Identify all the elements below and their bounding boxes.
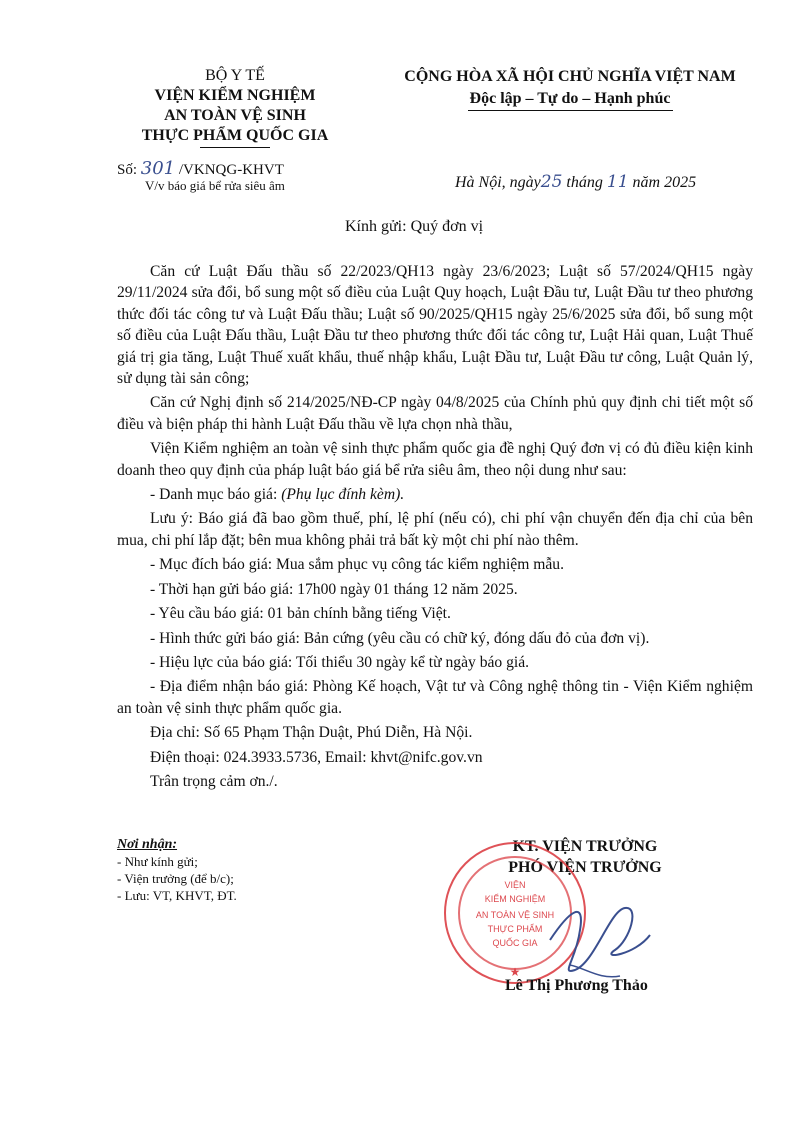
recipients-label: Nơi nhận: [117,837,178,852]
paragraph-purpose: - Mục đích báo giá: Mua sắm phục vụ công tác kiểm nghiệm mẫu. [150,556,564,574]
month-handwritten: 11 [606,172,629,192]
paragraph-requirement: - Yêu cầu báo giá: 01 bản chính bằng tiếng Việt. [150,605,451,623]
national-header [365,66,775,111]
handwritten-signature [540,880,660,990]
issuer-underline [200,147,270,148]
year-label: năm 2025 [632,174,697,191]
recipients-block [117,836,237,904]
nation-name: CỘNG HÒA XÃ HỘI CHỦ NGHĨA VIỆT NAM [404,68,736,85]
place-and-date [455,172,696,192]
national-motto: Độc lập – Tự do – Hạnh phúc [469,90,671,107]
recipient-item: - Như kính gửi; [117,854,198,869]
place-prefix: Hà Nội, ngày [455,174,541,191]
letter-body [117,261,753,795]
salutation: Kính gửi: Quý đơn vị [345,218,484,235]
paragraph-request: Viện Kiểm nghiệm an toàn vệ sinh thực phẩm quốc gia đề nghị Quý đơn vị có đủ điều kiện kinh doanh theo quy định của pháp luật báo giá bể rửa siêu âm, theo nội dung như sau: [117,440,753,479]
motto-underline [468,110,673,111]
paragraph-quote-list [117,484,753,505]
document-number [117,158,284,179]
paragraph-closing: Trân trọng cảm ơn./. [150,772,278,790]
number-handwritten: 301 [140,158,176,179]
institute-name-line2: AN TOÀN VỆ SINH [164,107,306,124]
signature-title-1: KT. VIỆN TRƯỞNG [512,838,658,855]
stamp-line-2: KIỂM NGHIỆM [484,894,546,904]
paragraph-validity: - Hiệu lực của báo giá: Tối thiểu 30 ngày kể từ ngày báo giá. [150,653,530,671]
quote-list-prefix: - Danh mục báo giá: [150,486,282,504]
paragraph-address: Địa chỉ: Số 65 Phạm Thận Duật, Phú Diễn, Hà Nội. [150,724,473,742]
document-subject: V/v báo giá bể rửa siêu âm [145,178,285,193]
quote-list-appendix: (Phụ lục đính kèm). [281,486,405,504]
number-suffix: /VKNQG-KHVT [178,162,284,178]
stamp-line-3: AN TOÀN VỆ SINH [475,910,555,920]
day-handwritten: 25 [540,172,563,192]
paragraph-legal-basis-1: Căn cứ Luật Đấu thầu số 22/2023/QH13 ngày 23/6/2023; Luật số 57/2024/QH15 ngày 29/11/2024 sửa đổi, bổ sung một số điều của Luật Quy hoạch, Luật Đầu tư, Luật Đầu tư theo phương thức đối tác công tư và Luật Đấu thầu; Luật số 90/2025/QH15 ngày 25/6/2025 sửa đổi, bổ sung một số điều của Luật Đấu thầu, Luật Đầu tư theo phương thức đối tác công tư, Luật Hải quan, Luật Thuế giá trị gia tăng, Luật Thuế xuất khẩu, thuế nhập khẩu, Luật Đầu tư, Luật Đầu tư công, Luật Quản lý, sử dụng tài sản công; [117,263,753,388]
stamp-line-1: VIỆN [504,880,526,890]
paragraph-legal-basis-2: Căn cứ Nghị định số 214/2025/NĐ-CP ngày 04/8/2025 của Chính phủ quy định chi tiết một số điều và biện pháp thi hành Luật Đấu thầu về lựa chọn nhà thầu, [117,394,753,433]
ministry-name: BỘ Y TẾ [205,67,265,84]
institute-name-line3: THỰC PHẨM QUỐC GIA [141,127,329,144]
paragraph-receiving-place: - Địa điểm nhận báo giá: Phòng Kế hoạch, Vật tư và Công nghệ thông tin - Viện Kiểm nghiệm an toàn vệ sinh thực phẩm quốc gia. [117,678,753,717]
month-label: tháng [566,174,603,191]
signer-name: Lê Thị Phương Thảo [505,977,648,994]
stamp-star-icon: ★ [509,965,521,979]
signature-title-2: PHÓ VIỆN TRƯỞNG [508,859,662,876]
issuer-header [100,66,370,148]
stamp-line-4: THỰC PHẨM [487,924,543,934]
paragraph-deadline: - Thời hạn gửi báo giá: 17h00 ngày 01 tháng 12 năm 2025. [150,580,518,598]
number-prefix: Số: [117,162,138,178]
recipient-item: - Viện trưởng (để b/c); [117,871,234,886]
paragraph-contact: Điện thoại: 024.3933.5736, Email: khvt@nifc.gov.vn [150,748,483,766]
paragraph-note: Lưu ý: Báo giá đã bao gồm thuế, phí, lệ phí (nếu có), chi phí vận chuyển đến địa chỉ của bên mua, chi phí lắp đặt; bên mua không phải trả bất kỳ một chi phí nào thêm. [117,510,753,549]
recipient-item: - Lưu: VT, KHVT, ĐT. [117,888,237,903]
institute-name-line1: VIỆN KIỂM NGHIỆM [154,87,316,104]
stamp-line-5: QUỐC GIA [492,938,538,948]
paragraph-submission-form: - Hình thức gửi báo giá: Bản cứng (yêu cầu có chữ ký, đóng dấu đỏ của đơn vị). [150,629,650,647]
